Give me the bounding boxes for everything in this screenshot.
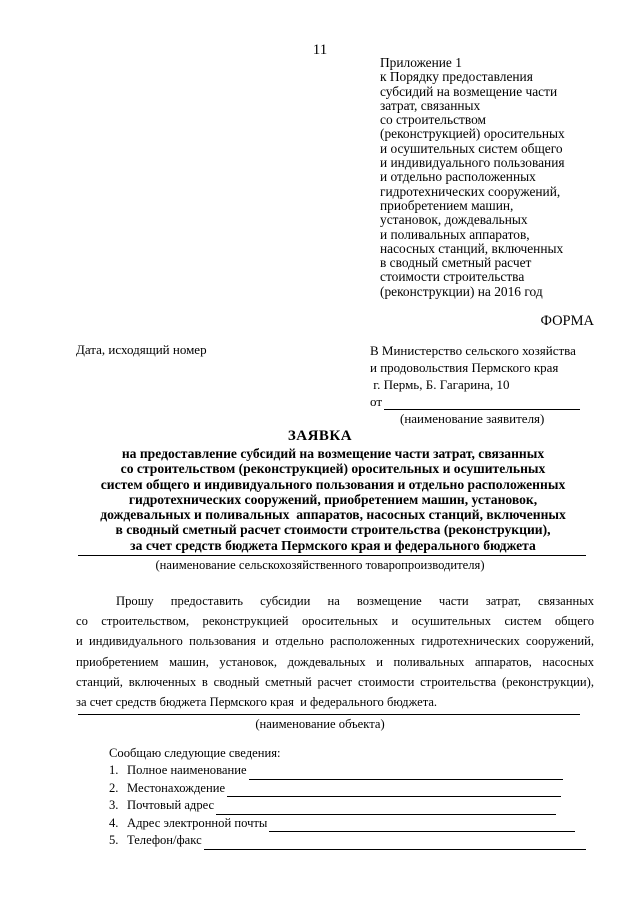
info-item-label: Местонахождение <box>127 780 226 795</box>
info-item-number: 1. <box>109 763 119 777</box>
info-item-number: 2. <box>109 780 119 795</box>
info-item-location <box>109 780 586 798</box>
addressee-block <box>370 342 620 427</box>
from-label: от <box>370 394 383 409</box>
date-number-label: Дата, исходящий номер <box>76 342 207 357</box>
info-list <box>109 762 586 850</box>
applicant-caption: (наименование заявителя) <box>400 411 545 426</box>
object-name-field[interactable] <box>78 714 580 715</box>
request-paragraph <box>76 591 594 712</box>
info-item-label: Почтовый адрес <box>127 798 215 812</box>
addressee-line: и продовольствия Пермского края <box>370 360 559 375</box>
request-line: Прошу предоставить субсидии на возмещение части затрат, связанных <box>116 594 594 608</box>
subtitle-line: гидротехнических сооружений, приобретением машин, установок, <box>128 491 538 507</box>
appendix-line: (реконструкцией) оросительных <box>380 126 565 142</box>
appendix-line: гидротехнических сооружений, <box>380 183 561 199</box>
appendix-line: со строительством <box>380 112 487 128</box>
addressee-line: В Министерство сельского хозяйства <box>370 343 576 358</box>
subtitle-line: на предоставление субсидий на возмещение части затрат, связанных <box>121 446 545 461</box>
request-line: приобретением машин, установок, дождевальных и поливальных аппаратов, насосных <box>76 654 594 669</box>
appendix-line: затрат, связанных <box>380 97 481 113</box>
subtitle-line: в сводный сметный расчет стоимости строительства (реконструкции), <box>115 522 551 538</box>
location-field[interactable] <box>227 784 561 797</box>
document-subtitle <box>76 446 590 553</box>
request-line: и индивидуального пользования и отдельно расположенных гидротехнических сооружений, <box>76 634 594 649</box>
appendix-line: и индивидуального пользования <box>380 155 565 171</box>
from-row <box>370 393 620 410</box>
info-item-email <box>109 815 586 833</box>
request-line: станций, включенных в сводный сметный расчет стоимости строительства (реконструкции), <box>76 674 594 689</box>
info-intro: Сообщаю следующие сведения: <box>109 746 281 760</box>
appendix-line: и осушительных систем общего <box>380 140 563 156</box>
info-item-number: 4. <box>109 815 119 830</box>
appendix-line: (реконструкции) на 2016 год <box>380 283 543 299</box>
full-name-field[interactable] <box>249 767 563 780</box>
request-line: за счет средств бюджета Пермского края и федерального бюджета. <box>76 695 438 710</box>
subtitle-line: систем общего и индивидуального пользования и отдельно расположенных <box>100 476 566 492</box>
subtitle-line: со строительством (реконструкцией) оросительных и осушительных <box>120 461 546 477</box>
phone-fax-field[interactable] <box>204 837 586 850</box>
request-line: со строительством, реконструкцией оросительных и осушительных систем общего <box>76 614 594 629</box>
producer-name-field[interactable] <box>78 555 586 556</box>
info-item-number: 5. <box>109 833 119 847</box>
appendix-note <box>380 56 620 299</box>
appendix-line: стоимости строительства <box>380 269 525 285</box>
appendix-line: приобретением машин, <box>380 197 514 213</box>
info-item-postal-address <box>109 797 586 815</box>
subtitle-line: за счет средств бюджета Пермского края и федерального бюджета <box>130 537 536 553</box>
addressee-line: г. Пермь, Б. Гагарина, 10 <box>370 377 510 392</box>
email-field[interactable] <box>269 819 575 832</box>
appendix-line: к Порядку предоставления <box>380 69 533 85</box>
postal-address-field[interactable] <box>216 802 556 815</box>
appendix-line: насосных станций, включенных <box>380 240 564 256</box>
appendix-line: и поливальных аппаратов, <box>380 226 530 242</box>
info-item-number: 3. <box>109 798 119 812</box>
document-title: ЗАЯВКА <box>287 428 353 444</box>
info-item-label: Полное наименование <box>127 763 247 777</box>
form-label: ФОРМА <box>540 313 594 329</box>
appendix-line: в сводный сметный расчет <box>380 255 532 271</box>
subtitle-line: дождевальных и поливальных аппаратов, насосных станций, включенных <box>100 507 566 523</box>
appendix-line: и отдельно расположенных <box>380 169 536 185</box>
object-caption: (наименование объекта) <box>255 717 385 731</box>
appendix-line: Приложение 1 <box>380 55 462 70</box>
applicant-name-field[interactable] <box>384 397 580 410</box>
info-item-label: Телефон/факс <box>127 833 202 847</box>
info-item-label: Адрес электронной почты <box>127 815 268 830</box>
info-item-phone-fax <box>109 832 586 850</box>
appendix-line: субсидий на возмещение части <box>380 83 558 99</box>
info-item-full-name <box>109 762 586 780</box>
producer-caption: (наименование сельскохозяйственного товаропроизводителя) <box>155 558 485 572</box>
page-number: 11 <box>312 42 328 58</box>
appendix-line: установок, дождевальных <box>380 212 528 228</box>
